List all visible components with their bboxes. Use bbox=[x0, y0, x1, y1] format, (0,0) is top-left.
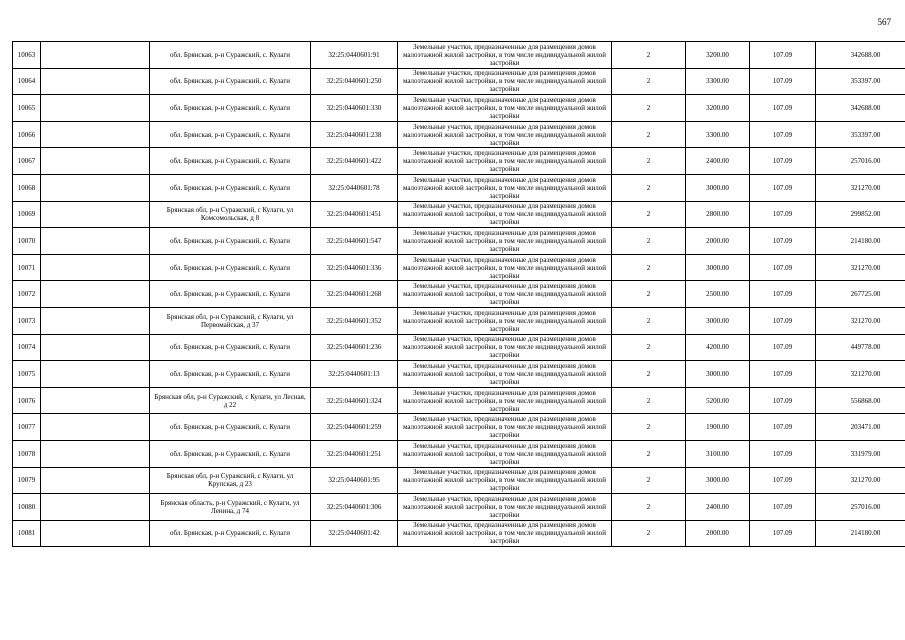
empty-cell bbox=[41, 254, 150, 281]
cadastral-number-cell: 32:25:0440601:336 bbox=[311, 254, 398, 281]
area-cell: 3200.00 bbox=[686, 95, 750, 122]
cadastral-value-cell: 321270.00 bbox=[816, 361, 905, 388]
empty-cell bbox=[41, 201, 150, 228]
area-cell: 3000.00 bbox=[686, 254, 750, 281]
specific-value-cell: 107.09 bbox=[750, 361, 816, 388]
cadastral-number-cell: 32:25:0440601:78 bbox=[311, 174, 398, 201]
table-row bbox=[13, 95, 905, 122]
row-number: 10070 bbox=[13, 228, 41, 255]
group-cell: 2 bbox=[612, 334, 686, 361]
specific-value-cell: 107.09 bbox=[750, 520, 816, 547]
specific-value-cell: 107.09 bbox=[750, 201, 816, 228]
empty-cell bbox=[41, 494, 150, 521]
cadastral-number-cell: 32:25:0440601:238 bbox=[311, 121, 398, 148]
land-use-cell: Земельные участки, предназначенные для размещения домов малоэтажной жилой застройки, в том числе индивидуальной жилой застройки bbox=[398, 42, 612, 69]
area-cell: 2500.00 bbox=[686, 281, 750, 308]
group-cell: 2 bbox=[612, 520, 686, 547]
address-cell: обл. Брянская, р-н Суражский, с. Кулаги bbox=[150, 148, 311, 175]
empty-cell bbox=[41, 334, 150, 361]
address-cell: обл. Брянская, р-н Суражский, с. Кулаги bbox=[150, 95, 311, 122]
empty-cell bbox=[41, 68, 150, 95]
cadastral-value-cell: 331979.00 bbox=[816, 440, 905, 467]
cadastral-number-cell: 32:25:0440601:91 bbox=[311, 42, 398, 69]
specific-value-cell: 107.09 bbox=[750, 95, 816, 122]
address-cell: обл. Брянская, р-н Суражский, с. Кулаги bbox=[150, 520, 311, 547]
group-cell: 2 bbox=[612, 42, 686, 69]
empty-cell bbox=[41, 174, 150, 201]
cadastral-value-table bbox=[12, 41, 905, 547]
cadastral-value-cell: 321270.00 bbox=[816, 467, 905, 494]
specific-value-cell: 107.09 bbox=[750, 494, 816, 521]
cadastral-number-cell: 32:25:0440601:422 bbox=[311, 148, 398, 175]
specific-value-cell: 107.09 bbox=[750, 440, 816, 467]
group-cell: 2 bbox=[612, 148, 686, 175]
address-cell: Брянская обл, р-н Суражский, с Кулаги, ул Лесная, д 22 bbox=[150, 387, 311, 414]
cadastral-value-cell: 321270.00 bbox=[816, 174, 905, 201]
cadastral-value-cell: 342688.00 bbox=[816, 95, 905, 122]
cadastral-number-cell: 32:25:0440601:330 bbox=[311, 95, 398, 122]
area-cell: 3000.00 bbox=[686, 361, 750, 388]
specific-value-cell: 107.09 bbox=[750, 174, 816, 201]
land-use-cell: Земельные участки, предназначенные для размещения домов малоэтажной жилой застройки, в том числе индивидуальной жилой застройки bbox=[398, 361, 612, 388]
table-row bbox=[13, 121, 905, 148]
row-number: 10081 bbox=[13, 520, 41, 547]
empty-cell bbox=[41, 387, 150, 414]
row-number: 10076 bbox=[13, 387, 41, 414]
area-cell: 2400.00 bbox=[686, 148, 750, 175]
row-number: 10065 bbox=[13, 95, 41, 122]
area-cell: 3300.00 bbox=[686, 68, 750, 95]
row-number: 10063 bbox=[13, 42, 41, 69]
row-number: 10069 bbox=[13, 201, 41, 228]
area-cell: 2400.00 bbox=[686, 494, 750, 521]
group-cell: 2 bbox=[612, 174, 686, 201]
cadastral-value-cell: 342688.00 bbox=[816, 42, 905, 69]
group-cell: 2 bbox=[612, 361, 686, 388]
cadastral-value-cell: 214180.00 bbox=[816, 228, 905, 255]
row-number: 10079 bbox=[13, 467, 41, 494]
land-use-cell: Земельные участки, предназначенные для размещения домов малоэтажной жилой застройки, в том числе индивидуальной жилой застройки bbox=[398, 307, 612, 334]
cadastral-value-cell: 257016.00 bbox=[816, 494, 905, 521]
land-use-cell: Земельные участки, предназначенные для размещения домов малоэтажной жилой застройки, в том числе индивидуальной жилой застройки bbox=[398, 95, 612, 122]
row-number: 10068 bbox=[13, 174, 41, 201]
row-number: 10075 bbox=[13, 361, 41, 388]
table-row bbox=[13, 440, 905, 467]
specific-value-cell: 107.09 bbox=[750, 307, 816, 334]
table-row bbox=[13, 494, 905, 521]
cadastral-number-cell: 32:25:0440601:251 bbox=[311, 440, 398, 467]
empty-cell bbox=[41, 520, 150, 547]
empty-cell bbox=[41, 95, 150, 122]
table-row bbox=[13, 307, 905, 334]
address-cell: обл. Брянская, р-н Суражский, с. Кулаги bbox=[150, 121, 311, 148]
empty-cell bbox=[41, 307, 150, 334]
cadastral-number-cell: 32:25:0440601:95 bbox=[311, 467, 398, 494]
table-row bbox=[13, 68, 905, 95]
group-cell: 2 bbox=[612, 387, 686, 414]
address-cell: Брянская обл, р-н Суражский, с Кулаги, ул Комсомольская, д 8 bbox=[150, 201, 311, 228]
row-number: 10067 bbox=[13, 148, 41, 175]
area-cell: 2000.00 bbox=[686, 228, 750, 255]
land-use-cell: Земельные участки, предназначенные для размещения домов малоэтажной жилой застройки, в том числе индивидуальной жилой застройки bbox=[398, 121, 612, 148]
cadastral-value-cell: 257016.00 bbox=[816, 148, 905, 175]
empty-cell bbox=[41, 414, 150, 441]
table-row bbox=[13, 361, 905, 388]
cadastral-number-cell: 32:25:0440601:259 bbox=[311, 414, 398, 441]
table-row bbox=[13, 281, 905, 308]
table-row bbox=[13, 174, 905, 201]
specific-value-cell: 107.09 bbox=[750, 467, 816, 494]
table-row bbox=[13, 334, 905, 361]
area-cell: 3000.00 bbox=[686, 307, 750, 334]
row-number: 10066 bbox=[13, 121, 41, 148]
row-number: 10077 bbox=[13, 414, 41, 441]
land-use-cell: Земельные участки, предназначенные для размещения домов малоэтажной жилой застройки, в том числе индивидуальной жилой застройки bbox=[398, 174, 612, 201]
land-use-cell: Земельные участки, предназначенные для размещения домов малоэтажной жилой застройки, в том числе индивидуальной жилой застройки bbox=[398, 68, 612, 95]
cadastral-number-cell: 32:25:0440601:451 bbox=[311, 201, 398, 228]
cadastral-number-cell: 32:25:0440601:306 bbox=[311, 494, 398, 521]
address-cell: обл. Брянская, р-н Суражский, с. Кулаги bbox=[150, 68, 311, 95]
group-cell: 2 bbox=[612, 228, 686, 255]
empty-cell bbox=[41, 440, 150, 467]
row-number: 10073 bbox=[13, 307, 41, 334]
group-cell: 2 bbox=[612, 414, 686, 441]
address-cell: обл. Брянская, р-н Суражский, с. Кулаги bbox=[150, 254, 311, 281]
table-row bbox=[13, 201, 905, 228]
address-cell: обл. Брянская, р-н Суражский, с. Кулаги bbox=[150, 361, 311, 388]
specific-value-cell: 107.09 bbox=[750, 42, 816, 69]
group-cell: 2 bbox=[612, 254, 686, 281]
cadastral-number-cell: 32:25:0440601:324 bbox=[311, 387, 398, 414]
empty-cell bbox=[41, 121, 150, 148]
area-cell: 2800.00 bbox=[686, 201, 750, 228]
empty-cell bbox=[41, 467, 150, 494]
specific-value-cell: 107.09 bbox=[750, 281, 816, 308]
area-cell: 3000.00 bbox=[686, 174, 750, 201]
address-cell: Брянская область, р-н Суражский, с Кулаги, ул Ленина, д 74 bbox=[150, 494, 311, 521]
address-cell: обл. Брянская, р-н Суражский, с. Кулаги bbox=[150, 42, 311, 69]
cadastral-value-cell: 214180.00 bbox=[816, 520, 905, 547]
specific-value-cell: 107.09 bbox=[750, 228, 816, 255]
group-cell: 2 bbox=[612, 307, 686, 334]
area-cell: 3000.00 bbox=[686, 467, 750, 494]
specific-value-cell: 107.09 bbox=[750, 334, 816, 361]
table-row bbox=[13, 42, 905, 69]
empty-cell bbox=[41, 42, 150, 69]
group-cell: 2 bbox=[612, 494, 686, 521]
table-row bbox=[13, 387, 905, 414]
specific-value-cell: 107.09 bbox=[750, 387, 816, 414]
address-cell: обл. Брянская, р-н Суражский, с. Кулаги bbox=[150, 281, 311, 308]
row-number: 10071 bbox=[13, 254, 41, 281]
row-number: 10080 bbox=[13, 494, 41, 521]
area-cell: 3300.00 bbox=[686, 121, 750, 148]
cadastral-number-cell: 32:25:0440601:13 bbox=[311, 361, 398, 388]
empty-cell bbox=[41, 361, 150, 388]
specific-value-cell: 107.09 bbox=[750, 414, 816, 441]
row-number: 10074 bbox=[13, 334, 41, 361]
land-use-cell: Земельные участки, предназначенные для размещения домов малоэтажной жилой застройки, в том числе индивидуальной жилой застройки bbox=[398, 201, 612, 228]
group-cell: 2 bbox=[612, 68, 686, 95]
specific-value-cell: 107.09 bbox=[750, 254, 816, 281]
cadastral-value-cell: 353397.00 bbox=[816, 68, 905, 95]
cadastral-number-cell: 32:25:0440601:547 bbox=[311, 228, 398, 255]
land-use-cell: Земельные участки, предназначенные для размещения домов малоэтажной жилой застройки, в том числе индивидуальной жилой застройки bbox=[398, 334, 612, 361]
cadastral-value-cell: 267725.00 bbox=[816, 281, 905, 308]
group-cell: 2 bbox=[612, 201, 686, 228]
table-row bbox=[13, 148, 905, 175]
address-cell: обл. Брянская, р-н Суражский, с. Кулаги bbox=[150, 228, 311, 255]
group-cell: 2 bbox=[612, 121, 686, 148]
area-cell: 2000.00 bbox=[686, 520, 750, 547]
area-cell: 5200.00 bbox=[686, 387, 750, 414]
cadastral-number-cell: 32:25:0440601:250 bbox=[311, 68, 398, 95]
address-cell: Брянская обл, р-н Суражский, с Кулаги, ул Первомайская, д 37 bbox=[150, 307, 311, 334]
specific-value-cell: 107.09 bbox=[750, 148, 816, 175]
land-use-cell: Земельные участки, предназначенные для размещения домов малоэтажной жилой застройки, в том числе индивидуальной жилой застройки bbox=[398, 228, 612, 255]
land-use-cell: Земельные участки, предназначенные для размещения домов малоэтажной жилой застройки, в том числе индивидуальной жилой застройки bbox=[398, 414, 612, 441]
area-cell: 3200.00 bbox=[686, 42, 750, 69]
cadastral-value-cell: 556868.00 bbox=[816, 387, 905, 414]
cadastral-value-cell: 299852.00 bbox=[816, 201, 905, 228]
address-cell: обл. Брянская, р-н Суражский, с. Кулаги bbox=[150, 174, 311, 201]
specific-value-cell: 107.09 bbox=[750, 68, 816, 95]
address-cell: обл. Брянская, р-н Суражский, с. Кулаги bbox=[150, 334, 311, 361]
land-use-cell: Земельные участки, предназначенные для размещения домов малоэтажной жилой застройки, в том числе индивидуальной жилой застройки bbox=[398, 440, 612, 467]
land-use-cell: Земельные участки, предназначенные для размещения домов малоэтажной жилой застройки, в том числе индивидуальной жилой застройки bbox=[398, 520, 612, 547]
land-use-cell: Земельные участки, предназначенные для размещения домов малоэтажной жилой застройки, в том числе индивидуальной жилой застройки bbox=[398, 387, 612, 414]
cadastral-number-cell: 32:25:0440601:42 bbox=[311, 520, 398, 547]
cadastral-value-cell: 449778.00 bbox=[816, 334, 905, 361]
empty-cell bbox=[41, 228, 150, 255]
area-cell: 4200.00 bbox=[686, 334, 750, 361]
address-cell: обл. Брянская, р-н Суражский, с. Кулаги bbox=[150, 440, 311, 467]
table-row bbox=[13, 228, 905, 255]
row-number: 10078 bbox=[13, 440, 41, 467]
address-cell: Брянская обл, р-н Суражский, с Кулаги, ул Крупская, д 23 bbox=[150, 467, 311, 494]
area-cell: 1900.00 bbox=[686, 414, 750, 441]
table-body bbox=[13, 42, 905, 547]
land-use-cell: Земельные участки, предназначенные для размещения домов малоэтажной жилой застройки, в том числе индивидуальной жилой застройки bbox=[398, 148, 612, 175]
area-cell: 3100.00 bbox=[686, 440, 750, 467]
cadastral-value-cell: 321270.00 bbox=[816, 307, 905, 334]
group-cell: 2 bbox=[612, 467, 686, 494]
empty-cell bbox=[41, 148, 150, 175]
cadastral-value-cell: 321270.00 bbox=[816, 254, 905, 281]
group-cell: 2 bbox=[612, 281, 686, 308]
cadastral-number-cell: 32:25:0440601:236 bbox=[311, 334, 398, 361]
land-use-cell: Земельные участки, предназначенные для размещения домов малоэтажной жилой застройки, в том числе индивидуальной жилой застройки bbox=[398, 467, 612, 494]
table-row bbox=[13, 414, 905, 441]
page-number: 567 bbox=[877, 17, 891, 27]
table-row bbox=[13, 467, 905, 494]
cadastral-value-cell: 353397.00 bbox=[816, 121, 905, 148]
cadastral-number-cell: 32:25:0440601:268 bbox=[311, 281, 398, 308]
table-row bbox=[13, 254, 905, 281]
specific-value-cell: 107.09 bbox=[750, 121, 816, 148]
group-cell: 2 bbox=[612, 95, 686, 122]
row-number: 10064 bbox=[13, 68, 41, 95]
empty-cell bbox=[41, 281, 150, 308]
cadastral-number-cell: 32:25:0440601:352 bbox=[311, 307, 398, 334]
land-use-cell: Земельные участки, предназначенные для размещения домов малоэтажной жилой застройки, в том числе индивидуальной жилой застройки bbox=[398, 281, 612, 308]
table-row bbox=[13, 520, 905, 547]
land-use-cell: Земельные участки, предназначенные для размещения домов малоэтажной жилой застройки, в том числе индивидуальной жилой застройки bbox=[398, 254, 612, 281]
land-use-cell: Земельные участки, предназначенные для размещения домов малоэтажной жилой застройки, в том числе индивидуальной жилой застройки bbox=[398, 494, 612, 521]
address-cell: обл. Брянская, р-н Суражский, с. Кулаги bbox=[150, 414, 311, 441]
group-cell: 2 bbox=[612, 440, 686, 467]
row-number: 10072 bbox=[13, 281, 41, 308]
cadastral-value-cell: 203471.00 bbox=[816, 414, 905, 441]
